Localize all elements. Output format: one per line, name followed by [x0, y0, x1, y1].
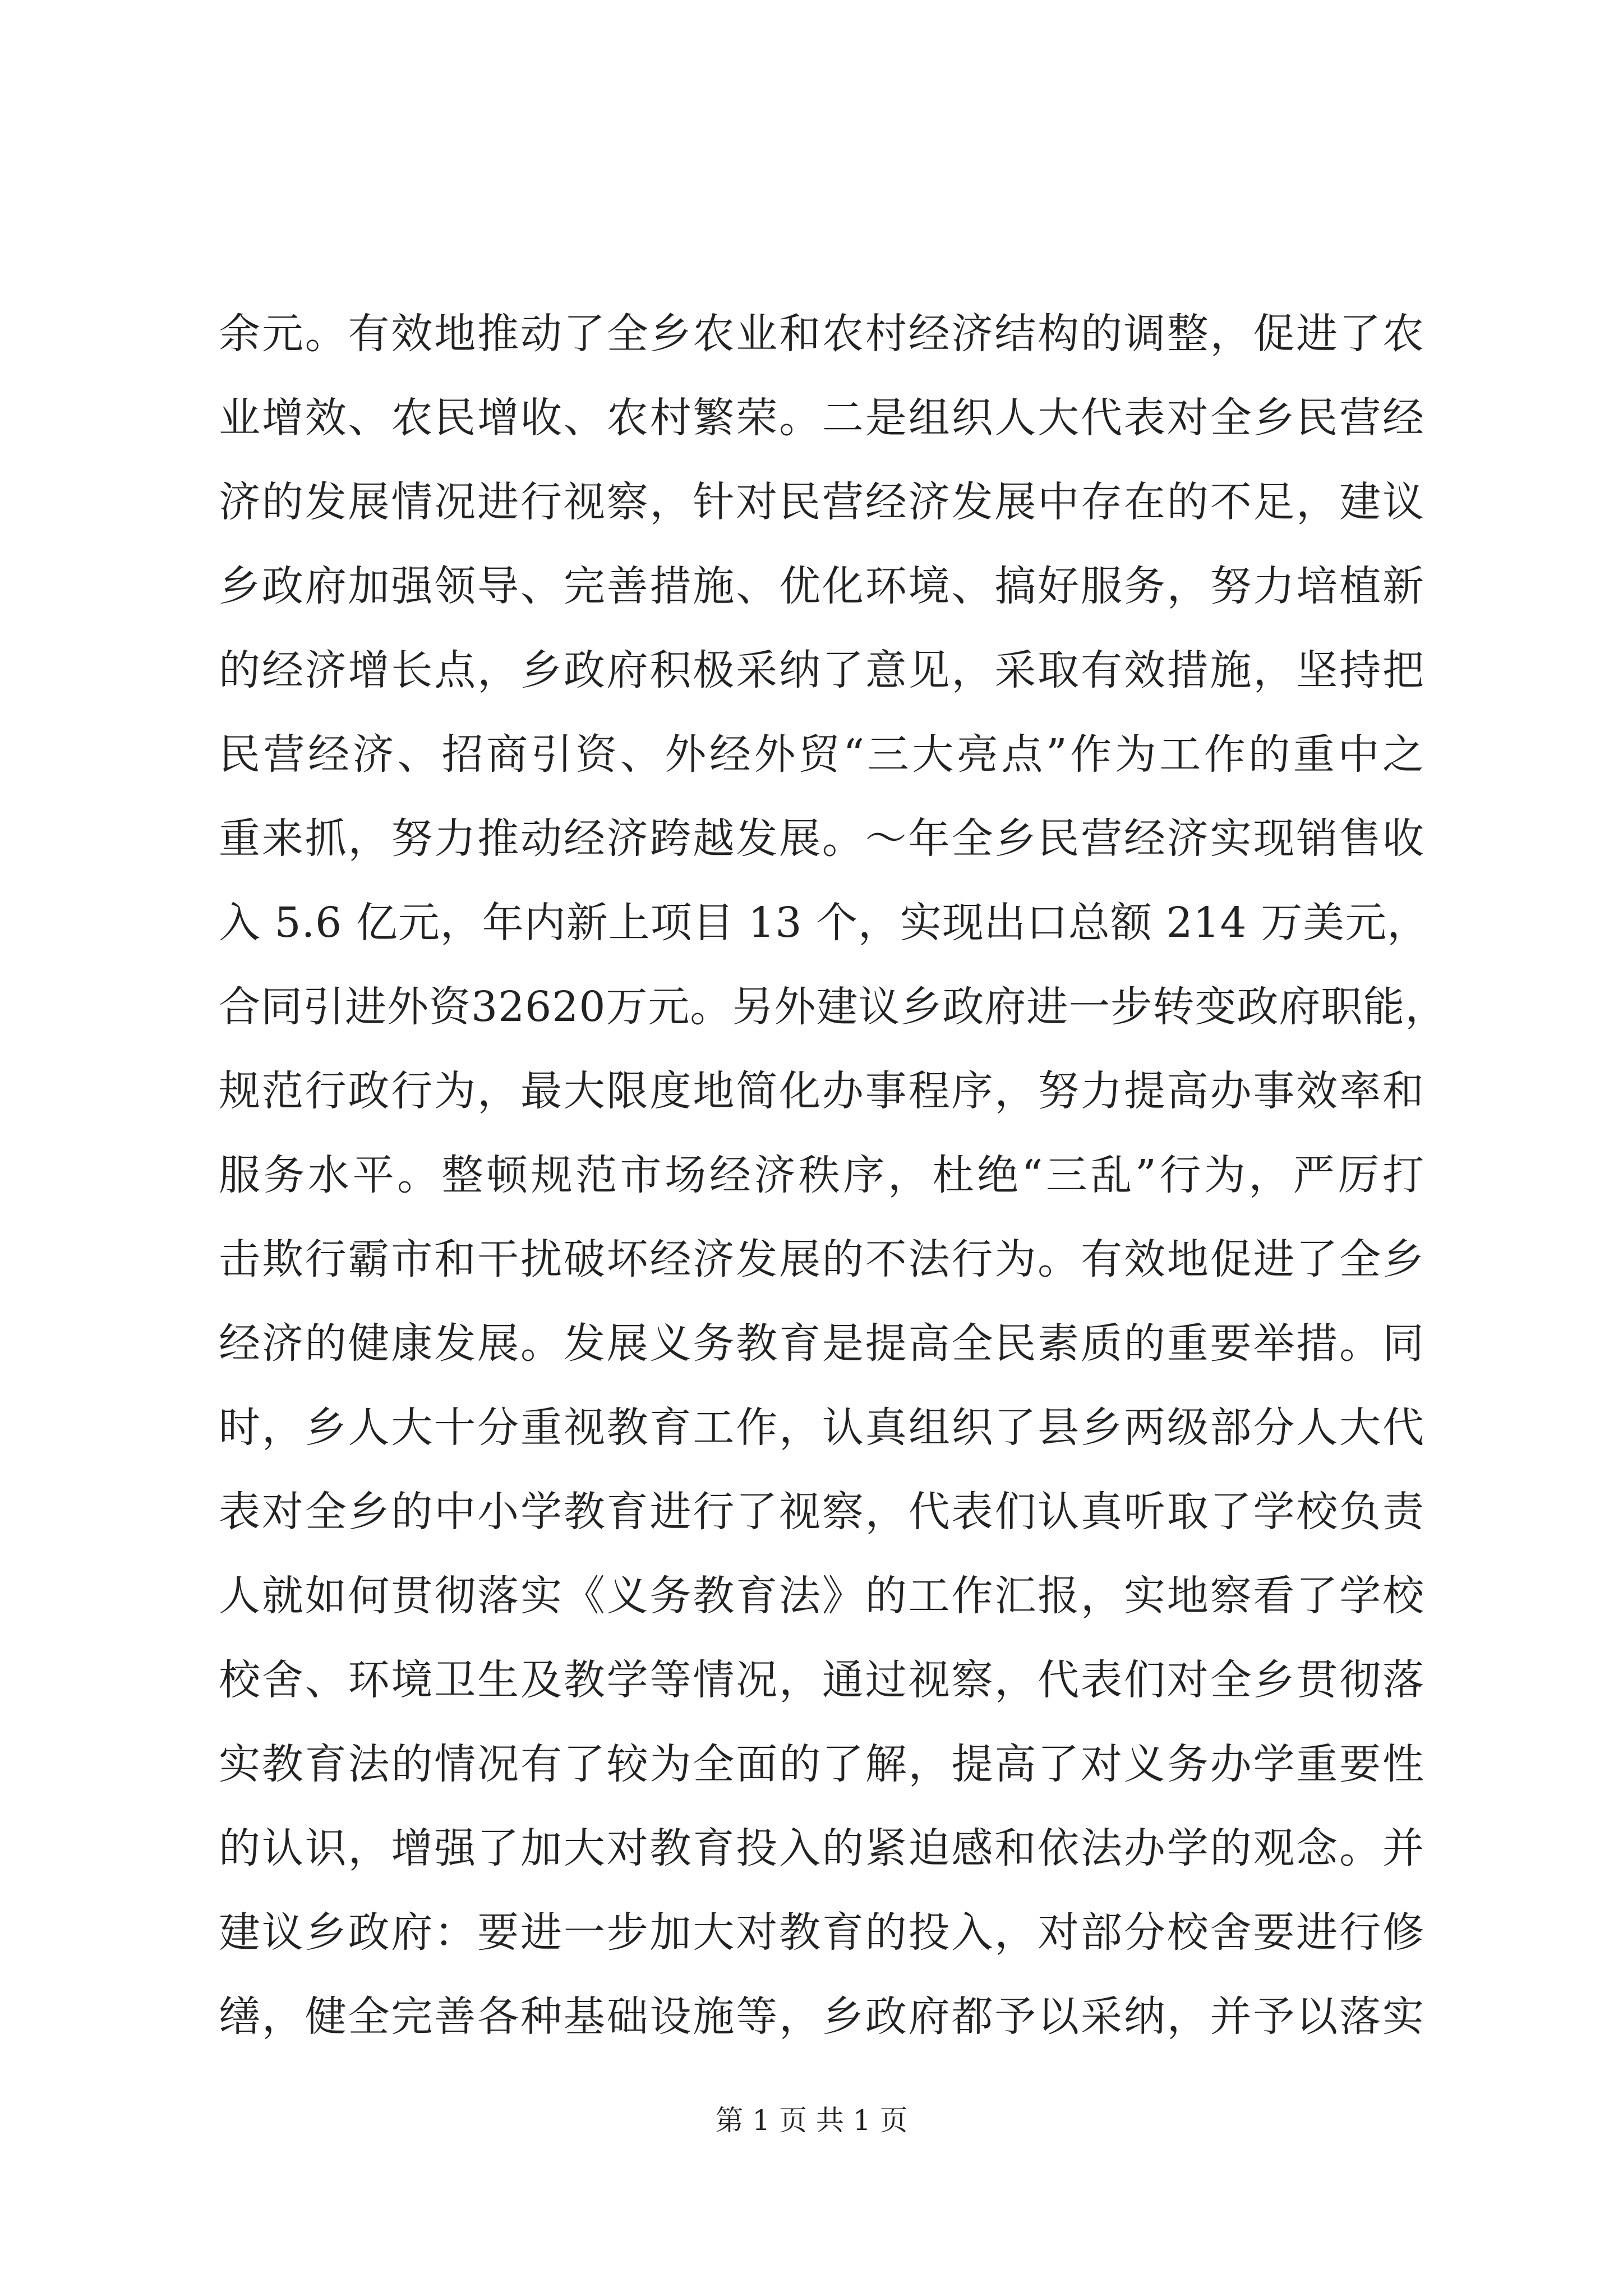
- text-line-8: 入 5.6 亿元，年内新上项目 13 个，实现出口总额 214 万美元，: [219, 899, 1430, 947]
- body-paragraph: [219, 292, 1447, 2059]
- text-line-3: 济的发展情况进行视察，针对民营经济发展中存在的不足，建议: [219, 478, 1424, 526]
- text-line-14: 时，乡人大十分重视教育工作，认真组织了县乡两级部分人大代: [219, 1404, 1424, 1452]
- text-line-15: 表对全乡的中小学教育进行了视察，代表们认真听取了学校负责: [219, 1488, 1424, 1536]
- text-line-19: 的认识，增强了加大对教育投入的紧迫感和依法办学的观念。并: [219, 1824, 1424, 1872]
- text-line-12: 击欺行霸市和干扰破坏经济发展的不法行为。有效地促进了全乡: [219, 1235, 1424, 1283]
- text-line-20: 建议乡政府：要进一步加大对教育的投入，对部分校舍要进行修: [219, 1908, 1424, 1957]
- page-number-label: 第 1 页 共 1 页: [715, 2104, 908, 2137]
- text-line-6: 民营经济、招商引资、外经外贸“三大亮点”作为工作的重中之: [219, 730, 1424, 779]
- text-line-16: 人就如何贯彻落实《义务教育法》的工作汇报，实地察看了学校: [219, 1572, 1424, 1620]
- text-line-1: 余元。有效地推动了全乡农业和农村经济结构的调整，促进了农: [219, 310, 1424, 358]
- text-line-11: 服务水平。整顿规范市场经济秩序，杜绝“三乱”行为，严厉打: [219, 1151, 1424, 1199]
- text-line-2: 业增效、农民增收、农村繁荣。二是组织人大代表对全乡民营经: [219, 394, 1424, 442]
- page-footer: [0, 2098, 1623, 2138]
- text-line-18: 实教育法的情况有了较为全面的了解，提高了对义务办学重要性: [219, 1740, 1424, 1788]
- text-line-4: 乡政府加强领导、完善措施、优化环境、搞好服务，努力培植新: [219, 562, 1424, 610]
- text-line-13: 经济的健康发展。发展义务教育是提高全民素质的重要举措。同: [219, 1319, 1424, 1368]
- text-line-5: 的经济增长点，乡政府积极采纳了意见，采取有效措施，坚持把: [219, 646, 1424, 694]
- text-line-21: 缮，健全完善各种基础设施等，乡政府都予以采纳，并予以落实: [219, 1993, 1424, 2041]
- text-line-10: 规范行政行为，最大限度地简化办事程序，努力提高办事效率和: [219, 1067, 1424, 1115]
- text-line-7: 重来抓，努力推动经济跨越发展。～年全乡民营经济实现销售收: [219, 815, 1424, 863]
- text-line-17: 校舍、环境卫生及教学等情况，通过视察，代表们对全乡贯彻落: [219, 1656, 1424, 1704]
- text-line-9: 合同引进外资32620万元。另外建议乡政府进一步转变政府职能，: [219, 983, 1447, 1031]
